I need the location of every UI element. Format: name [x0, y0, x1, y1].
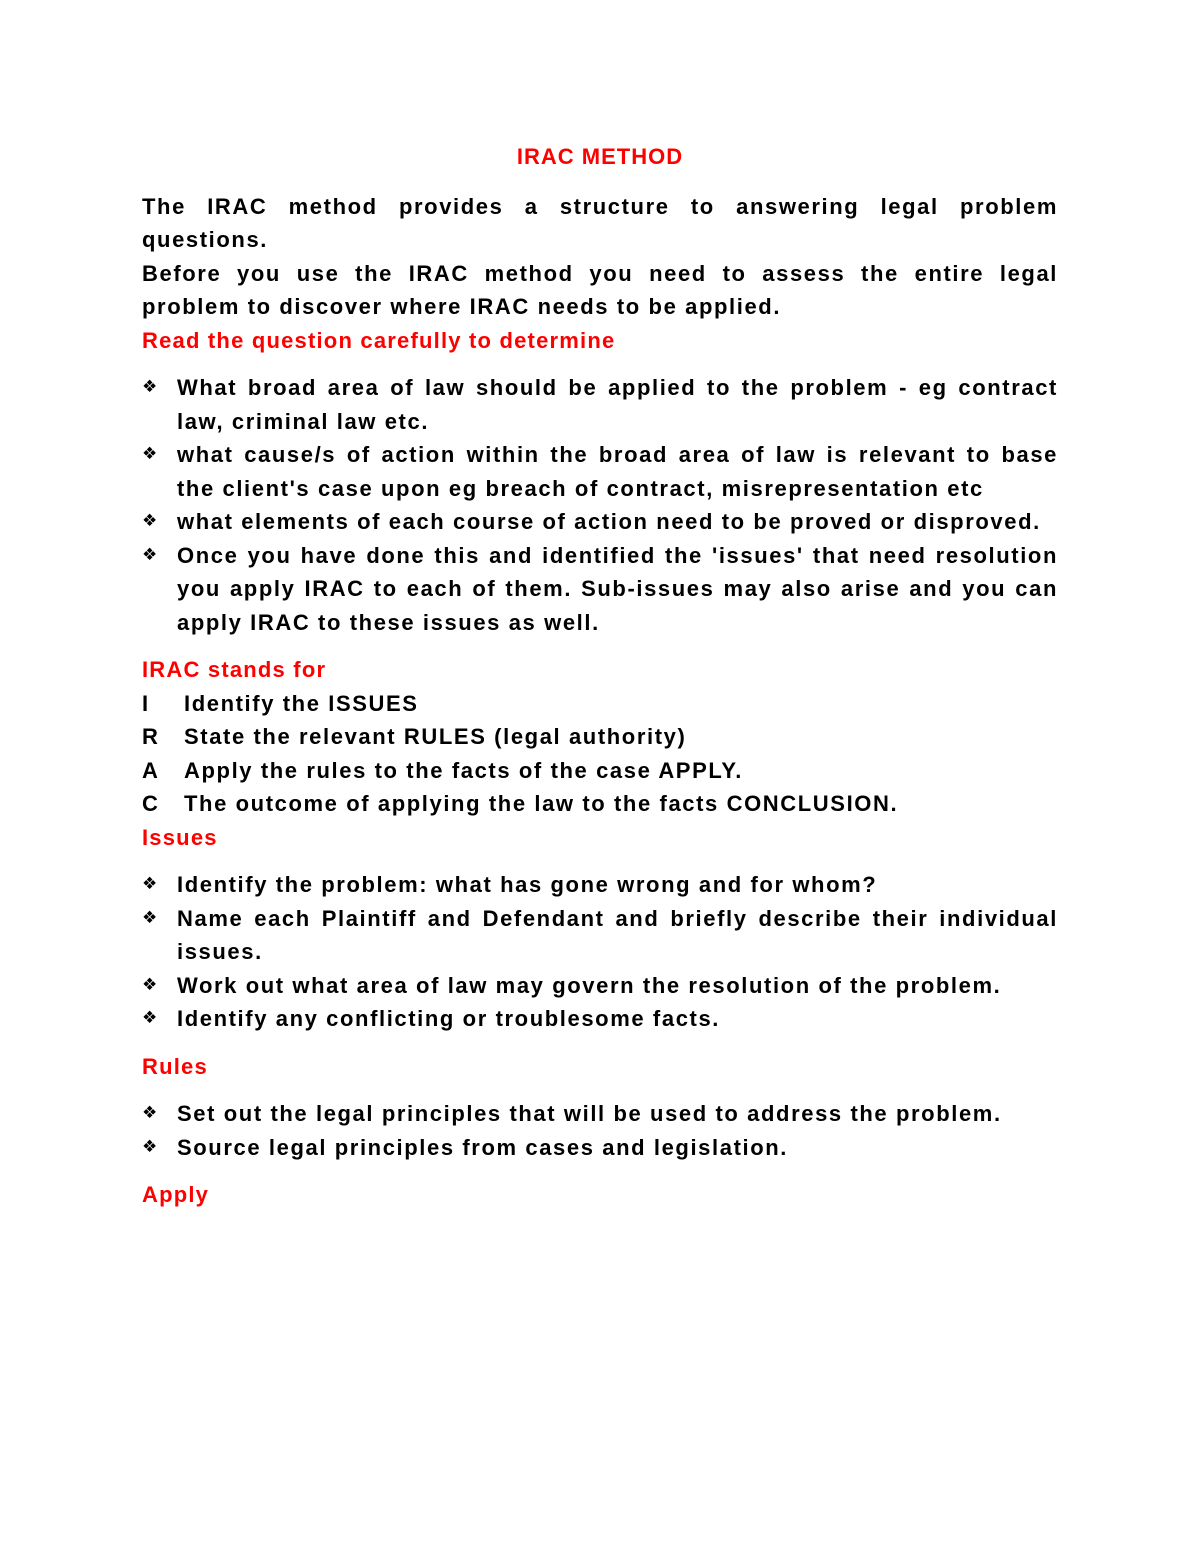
- list-item: [142, 1131, 1058, 1165]
- diamond-bullet-icon: ❖: [142, 511, 159, 531]
- list-item: [142, 539, 1058, 640]
- list-item-text: Once you have done this and identified the 'issues' that need resolution you apply IRAC to each of them. Sub-issues may also arise and you can apply IRAC to these issues as well.: [177, 542, 1058, 635]
- apply-heading: Apply: [142, 1182, 210, 1207]
- intro-paragraph-2: Before you use the IRAC method you need to assess the entire legal problem to discover where IRAC needs to be applied.: [142, 260, 1058, 319]
- issues-heading: Issues: [142, 824, 218, 850]
- irac-description: Apply the rules to the facts of the case APPLY.: [184, 757, 743, 783]
- diamond-bullet-icon: ❖: [142, 1008, 159, 1028]
- list-item: [142, 868, 1058, 902]
- irac-stands-list: [142, 687, 1058, 821]
- list-item-text: Set out the legal principles that will be used to address the problem.: [177, 1101, 1002, 1126]
- list-item-text: Source legal principles from cases and legislation.: [177, 1134, 788, 1160]
- list-item-text: What broad area of law should be applied to the problem - eg contract law, criminal law etc.: [177, 375, 1058, 434]
- list-item: [142, 969, 1058, 1003]
- irac-letter: C: [142, 791, 160, 816]
- read-question-list: [142, 371, 1058, 639]
- list-item-text: what elements of each course of action need to be proved or disproved.: [177, 509, 1041, 534]
- list-item: [142, 720, 1058, 754]
- document-page: [142, 140, 1058, 1212]
- irac-letter: I: [142, 690, 150, 716]
- diamond-bullet-icon: ❖: [142, 377, 159, 397]
- diamond-bullet-icon: ❖: [142, 874, 159, 894]
- rules-heading: Rules: [142, 1053, 208, 1079]
- list-item: [142, 1002, 1058, 1036]
- list-item-text: Identify any conflicting or troublesome facts.: [177, 1006, 721, 1031]
- intro-paragraph-1: The IRAC method provides a structure to answering legal problem questions.: [142, 193, 1058, 252]
- list-item: [142, 687, 1058, 721]
- irac-stands-heading: IRAC stands for: [142, 657, 327, 682]
- list-item-text: Identify the problem: what has gone wrong and for whom?: [177, 872, 878, 897]
- list-item: [142, 902, 1058, 969]
- diamond-bullet-icon: ❖: [142, 1103, 159, 1123]
- irac-letter: A: [142, 757, 160, 783]
- irac-letter: R: [142, 724, 160, 749]
- diamond-bullet-icon: ❖: [142, 1136, 159, 1157]
- issues-list: [142, 868, 1058, 1036]
- list-item-text: Name each Plaintiff and Defendant and briefly describe their individual issues.: [177, 905, 1058, 964]
- list-item-text: Work out what area of law may govern the resolution of the problem.: [177, 972, 1002, 998]
- list-item: [142, 438, 1058, 505]
- list-item: [142, 505, 1058, 539]
- diamond-bullet-icon: ❖: [142, 544, 159, 565]
- list-item: [142, 371, 1058, 438]
- diamond-bullet-icon: ❖: [142, 444, 159, 464]
- diamond-bullet-icon: ❖: [142, 907, 159, 928]
- list-item: [142, 1097, 1058, 1131]
- irac-description: The outcome of applying the law to the facts CONCLUSION.: [184, 791, 899, 816]
- diamond-bullet-icon: ❖: [142, 974, 159, 995]
- read-question-heading: Read the question carefully to determine: [142, 327, 616, 353]
- list-item-text: what cause/s of action within the broad area of law is relevant to base the client's case upon eg breach of contract, misrepresentation etc: [177, 442, 1058, 501]
- irac-description: State the relevant RULES (legal authority): [184, 724, 687, 749]
- list-item: [142, 754, 1058, 788]
- irac-description: Identify the ISSUES: [184, 690, 419, 716]
- document-title: IRAC METHOD: [516, 144, 684, 169]
- rules-list: [142, 1097, 1058, 1164]
- list-item: [142, 787, 1058, 821]
